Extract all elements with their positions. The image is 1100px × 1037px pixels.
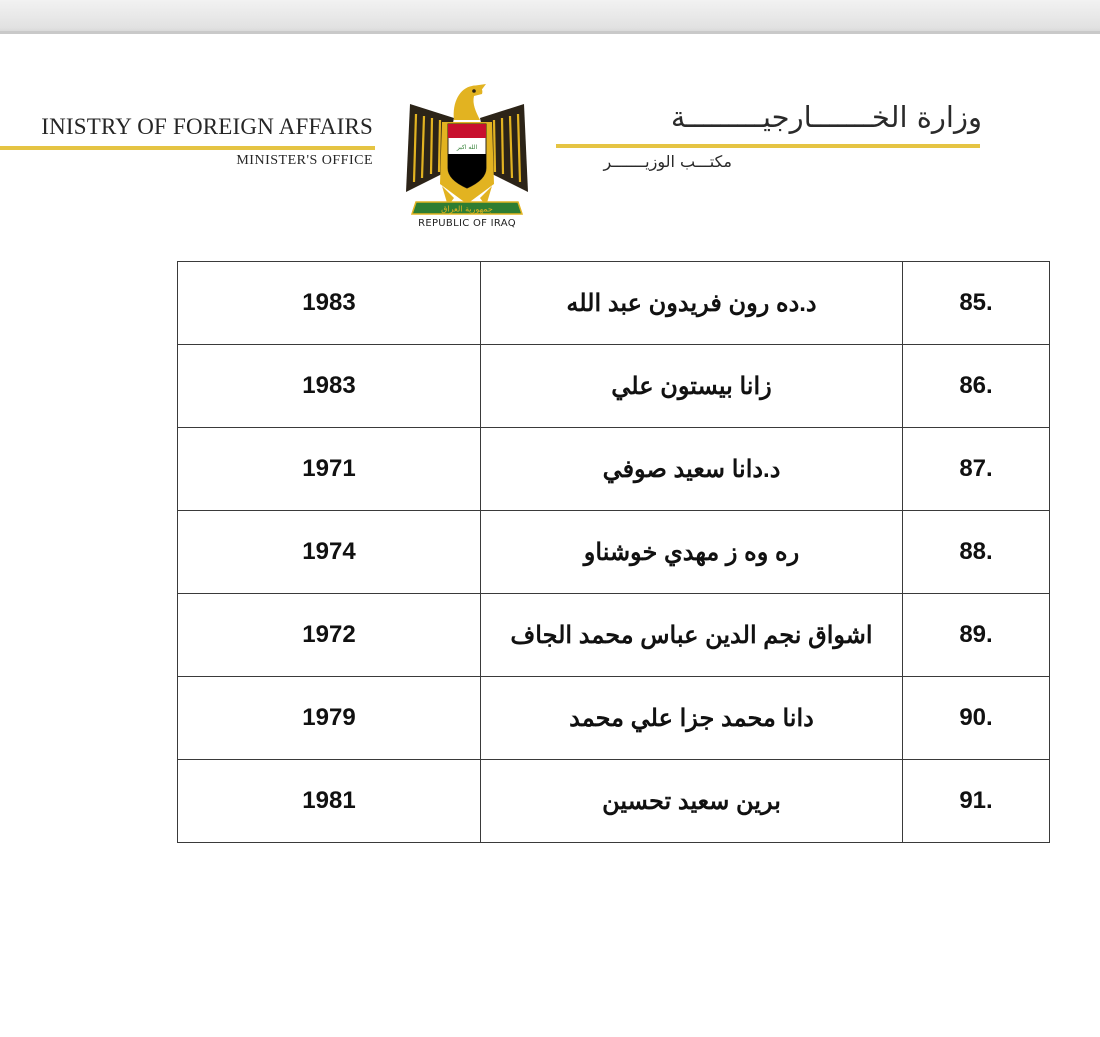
- number-cell: 88.: [903, 511, 1050, 594]
- name-cell: زانا بيستون علي: [481, 345, 903, 428]
- table-row: [178, 262, 1050, 345]
- number-cell: 86.: [903, 345, 1050, 428]
- number-cell: 85.: [903, 262, 1050, 345]
- year-cell: 1983: [178, 262, 481, 345]
- number-cell: 87.: [903, 428, 1050, 511]
- ministry-arabic-title: وزارة الخـــــــارجيـــــــــة: [670, 100, 982, 134]
- year-cell: 1979: [178, 677, 481, 760]
- year-cell: 1971: [178, 428, 481, 511]
- emblem-flag-text: الله اكبر: [456, 144, 478, 151]
- ministry-english-title: INISTRY OF FOREIGN AFFAIRS: [41, 114, 373, 139]
- office-arabic-subtitle: مكتـــب الوزيـــــــر: [603, 152, 732, 171]
- name-cell: اشواق نجم الدين عباس محمد الجاف: [481, 594, 903, 677]
- year-cell: 1972: [178, 594, 481, 677]
- table-row: [178, 594, 1050, 677]
- name-cell: د.ده رون فريدون عبد الله: [481, 262, 903, 345]
- emblem-banner-text: جمهورية العراق: [441, 204, 493, 214]
- emblem-caption: REPUBLIC OF IRAQ: [418, 218, 516, 229]
- gold-rule-right: [556, 144, 980, 148]
- office-english-subtitle: MINISTER'S OFFICE: [236, 153, 373, 168]
- number-cell: 90.: [903, 677, 1050, 760]
- year-cell: 1981: [178, 760, 481, 843]
- name-cell: برين سعيد تحسين: [481, 760, 903, 843]
- name-cell: دانا محمد جزا علي محمد: [481, 677, 903, 760]
- table-row: [178, 760, 1050, 843]
- top-shadow-bar: [0, 0, 1100, 34]
- table-row: [178, 428, 1050, 511]
- name-cell: د.دانا سعيد صوفي: [481, 428, 903, 511]
- iraq-eagle-emblem-icon: [402, 74, 532, 238]
- year-cell: 1983: [178, 345, 481, 428]
- table-row: [178, 677, 1050, 760]
- table-row: [178, 511, 1050, 594]
- names-table: [177, 261, 1050, 843]
- year-cell: 1974: [178, 511, 481, 594]
- name-cell: ره وه ز مهدي خوشناو: [481, 511, 903, 594]
- number-cell: 89.: [903, 594, 1050, 677]
- number-cell: 91.: [903, 760, 1050, 843]
- gold-rule-left: [0, 146, 375, 150]
- table-row: [178, 345, 1050, 428]
